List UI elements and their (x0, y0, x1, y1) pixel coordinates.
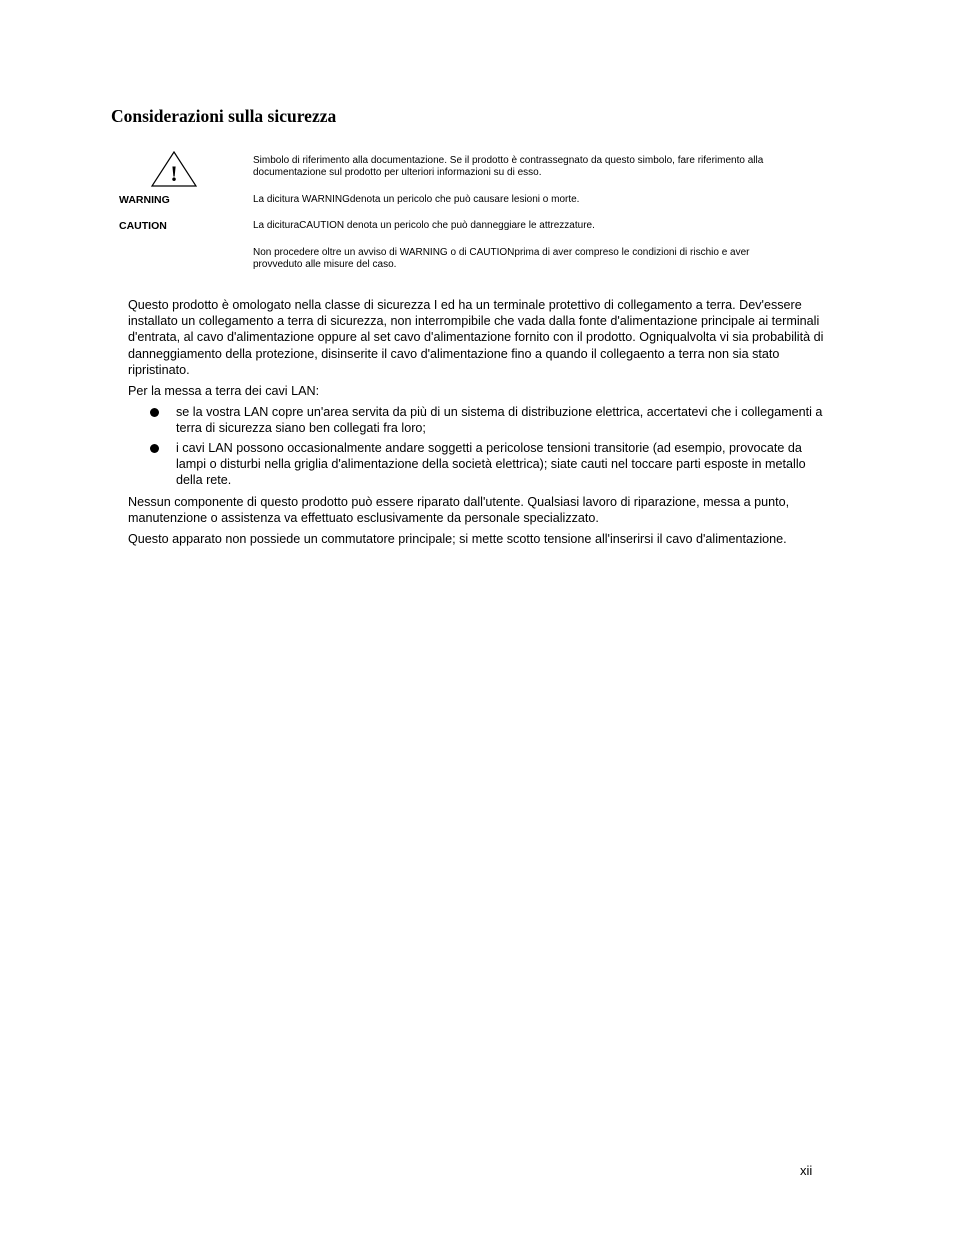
warning-label: WARNING (119, 194, 170, 206)
warning-triangle-icon (150, 150, 198, 192)
doc-reference-desc: Simbolo di riferimento alla documentazione. Se il prodotto è contrassegnato da questo simbolo, fare riferimento alla documentazione sul prodotto per ulteriori informazioni su di esso. (253, 155, 764, 178)
list-item-text: i cavi LAN possono occasionalmente andare soggetti a pericolose tensioni transitorie (ad esempio, provocate da lampi o disturbi nella griglia d'alimentazione della società elettrica); siate cauti nel toccare parti esposte in metallo della rete. (176, 441, 806, 488)
paragraph-servicing: Nessun componente di questo prodotto può essere riparato dall'utente. Qualsiasi lavoro di riparazione, messa a punto, manutenzione o assistenza va effettuato esclusivamente da personale specializzato. (128, 495, 790, 526)
paragraph-grounding: Questo prodotto è omologato nella classe di sicurezza I ed ha un terminale protettivo di collegamento a terra. Dev'essere installato un collegamento a terra di sicurezza, non interrompibile che vada dalla fonte d'alimentazione principale ai terminali d'entrata, al cavo d'alimentazione oppure al set cavo d'alimentazione fornito con il prodotto. Ogniqualvolta vi sia probabilità di danneggiamento della protezione, disinserite il cavo d'alimentazione fino a quando il collegaento a terra non sia stato ripristinato. (128, 298, 824, 377)
warning-desc: La dicitura WARNINGdenota un pericolo che può causare lesioni o morte. (253, 194, 580, 205)
bullet-icon (150, 408, 159, 417)
bullet-icon (150, 444, 159, 453)
caution-label: CAUTION (119, 220, 167, 232)
list-item-text: se la vostra LAN copre un'area servita da più di un sistema di distribuzione elettrica, accertatevi che i collegamenti a terra di sicurezza siano ben collegati fra loro; (176, 405, 823, 436)
proceed-note: Non procedere oltre un avviso di WARNING o di CAUTIONprima di aver compreso le condizioni di rischio e aver provveduto alle misure del caso. (253, 247, 750, 270)
caution-desc: La dicituraCAUTION denota un pericolo che può danneggiare le attrezzature. (253, 220, 595, 231)
page-number: xii (800, 1163, 813, 1178)
paragraph-power-switch: Questo apparato non possiede un commutatore principale; si mette scotto tensione all'inserirsi il cavo d'alimentazione. (128, 532, 787, 546)
warning-glyph: ! (170, 161, 178, 186)
paragraph-lan-intro: Per la messa a terra dei cavi LAN: (128, 384, 320, 398)
section-title: Considerazioni sulla sicurezza (111, 106, 337, 126)
